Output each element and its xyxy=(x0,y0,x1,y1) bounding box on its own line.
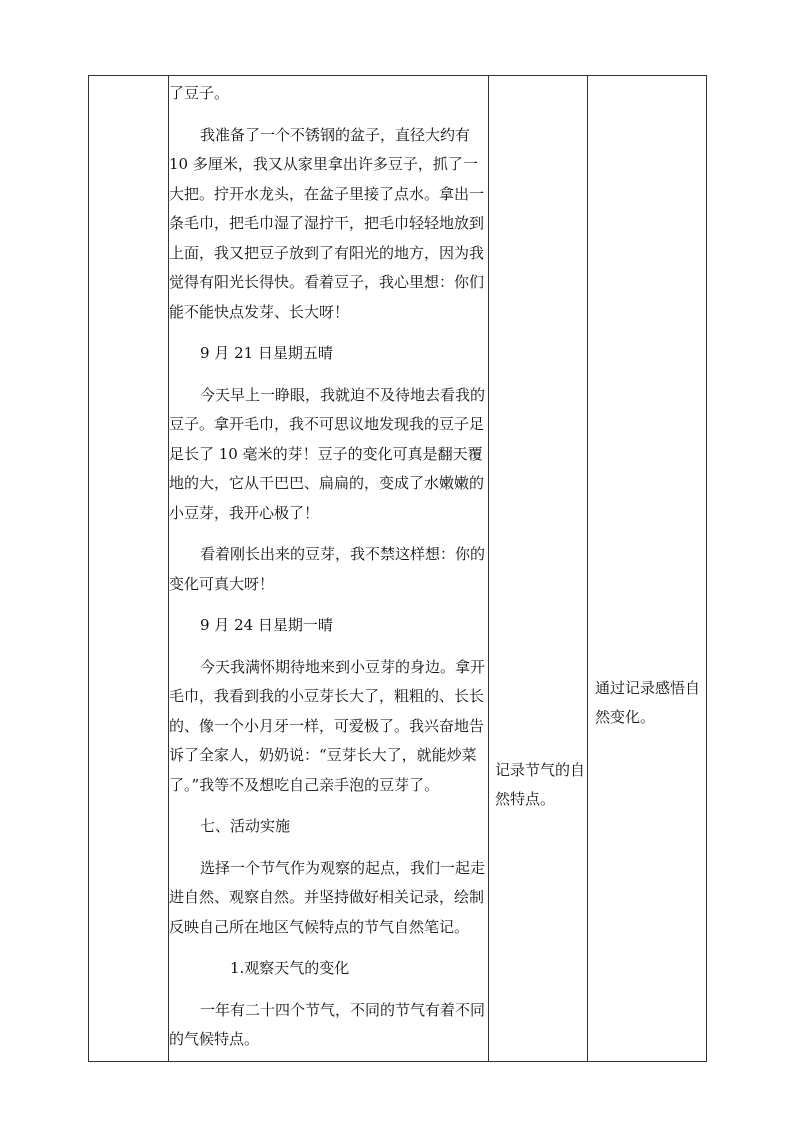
paragraph: 今天我满怀期待地来到小豆芽的身边。拿开毛巾，我看到我的小豆芽长大了，粗粗的、长长的、像一个小月牙一样，可爱极了。我兴奋地告诉了全家人，奶奶说：“豆芽长大了，就能炒菜了。”我等不及想吃自己亲手泡的豆芽了。 xyxy=(169,657,486,794)
column-divider xyxy=(587,76,588,1061)
lesson-table xyxy=(88,75,707,1062)
paragraph: 了豆子。 xyxy=(169,84,230,102)
paragraph: 看着刚长出来的豆芽，我不禁这样想：你的变化可真大呀！ xyxy=(169,545,486,593)
student-activity-cell: 记录节气的自然特点。 xyxy=(495,761,586,808)
paragraph: 我准备了一个不锈钢的盆子，直径大约有 10 多厘米，我又从家里拿出许多豆子，抓了一大把。拧开水龙头，在盆子里接了点水。拿出一条毛巾，把毛巾湿了湿拧干，把毛巾轻轻地放到上面，我又把豆子放到了有阳光的地方，因为我觉得有阳光长得快。看着豆子，我心里想：你们能不能快点发芽、长大呀！ xyxy=(169,125,485,321)
subsection-heading: 1.观察天气的变化 xyxy=(230,959,350,977)
design-intent-cell: 通过记录感悟自然变化。 xyxy=(595,679,701,726)
paragraph: 选择一个节气作为观察的起点，我们一起走进自然、观察自然。并坚持做好相关记录，绘制反映自己所在地区气候特点的节气自然笔记。 xyxy=(169,858,486,936)
paragraph: 一年有二十四个节气，不同的节气有着不同的气候特点。 xyxy=(169,1000,486,1048)
paragraph: 今天早上一睁眼，我就迫不及待地去看我的豆子。拿开毛巾，我不可思议地发现我的豆子足足长了 10 毫米的芽！豆子的变化可真是翻天覆地的大，它从干巴巴、扁扁的，变成了水嫩嫩的小豆芽，我开心极了！ xyxy=(169,385,486,522)
activity-content-cell xyxy=(169,76,489,1055)
section-heading: 七、活动实施 xyxy=(200,817,291,835)
diary-date-heading: 9 月 21 日星期五晴 xyxy=(200,344,333,362)
diary-date-heading: 9 月 24 日星期一晴 xyxy=(200,616,333,634)
